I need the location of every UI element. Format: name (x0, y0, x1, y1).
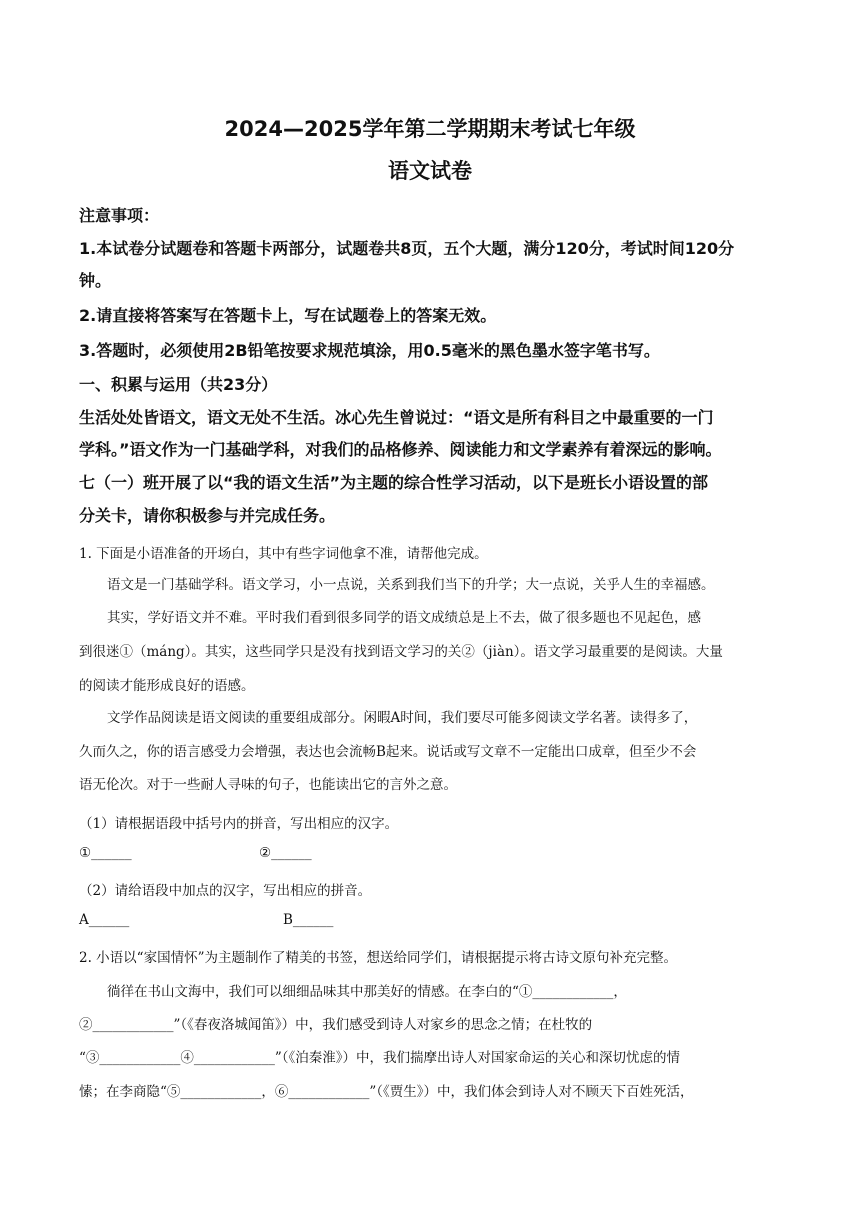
notice-item-1: 1.本试卷分试题卷和答题卡两部分，试题卷共8页，五个大题，满分120分，考试时间120分 (79, 239, 735, 258)
answer-blank-b[interactable]: B______ (283, 912, 334, 928)
section1-intro-line: 生活处处皆语文，语文无处不生活。冰心先生曾说过：“语文是所有科目之中最重要的一门 (79, 408, 714, 427)
exam-title: 2024—2025学年第二学期期末考试七年级 (224, 117, 636, 141)
q1-passage-line: 文学作品阅读是语文阅读的重要组成部分。闲暇A时间，我们要尽可能多阅读文学名著。读得多了， (107, 710, 698, 726)
notice-heading: 注意事项： (79, 206, 160, 225)
q2-passage-line: “③____________④____________”（《泊秦淮》）中，我们揣摩出诗人对国家命运的关心和深切忧虑的情 (79, 1050, 681, 1066)
notice-item-3: 3.答题时，必须使用2B铅笔按要求规范填涂，用0.5毫米的黑色墨水签字笔书写。 (79, 341, 660, 360)
section1-intro-line: 分关卡，请你积极参与并完成任务。 (79, 506, 336, 525)
q1-stem: 1. 下面是小语准备的开场白，其中有些字词他拿不准，请帮他完成。 (79, 546, 488, 562)
answer-blank-2[interactable]: ②______ (259, 845, 312, 861)
section1-intro-line: 七（一）班开展了以“我的语文生活”为主题的综合性学习活动，以下是班长小语设置的部 (79, 473, 709, 492)
q1-sub1-prompt: （1）请根据语段中括号内的拼音，写出相应的汉字。 (79, 816, 399, 832)
notice-item-1-cont: 钟。 (79, 271, 112, 290)
section1-intro-line: 学科。”语文作为一门基础学科，对我们的品格修养、阅读能力和文学素养有着深远的影响。 (79, 440, 722, 459)
q1-sub2-prompt: （2）请给语段中加点的汉字，写出相应的拼音。 (79, 883, 372, 899)
q1-passage-line: 久而久之，你的语言感受力会增强，表达也会流畅B起来。说话或写文章不一定能出口成章，但至少不会 (79, 744, 697, 760)
q1-passage-line: 其实，学好语文并不难。平时我们看到很多同学的语文成绩总是上不去，做了很多题也不见起色，感 (107, 610, 701, 626)
section1-heading: 一、积累与运用（共23分） (79, 375, 278, 394)
notice-item-2: 2.请直接将答案写在答题卡上，写在试题卷上的答案无效。 (79, 306, 497, 325)
answer-blank-a[interactable]: A______ (79, 912, 130, 928)
q2-passage-line: 徜徉在书山文海中，我们可以细细品味其中那美好的情感。在李白的“①____________， (107, 984, 627, 1000)
q1-passage-line: 的阅读才能形成良好的语感。 (79, 678, 255, 694)
q1-passage-line: 到很迷①（máng）。其实，这些同学只是没有找到语文学习的关②（jiàn）。语文学习最重要的是阅读。大量 (79, 644, 723, 660)
exam-subtitle: 语文试卷 (388, 159, 472, 183)
q1-passage-line: 语文是一门基础学科。语文学习，小一点说，关系到我们当下的升学；大一点说，关乎人生的幸福感。 (107, 577, 715, 593)
q2-passage-line: 愫；在李商隐“⑤____________，⑥____________”（《贾生》）中，我们体会到诗人对不顾天下百姓死活， (79, 1084, 694, 1100)
answer-blank-1[interactable]: ①______ (79, 845, 132, 861)
q2-passage-line: ②____________”（《春夜洛城闻笛》）中，我们感受到诗人对家乡的思念之情；在杜牧的 (79, 1017, 593, 1033)
q1-passage-line: 语无伦次。对于一些耐人寻味的句子，也能读出它的言外之意。 (79, 777, 457, 793)
q2-stem: 2. 小语以“家国情怀”为主题制作了精美的书签，想送给同学们，请根据提示将古诗文原句补充完整。 (79, 950, 677, 966)
